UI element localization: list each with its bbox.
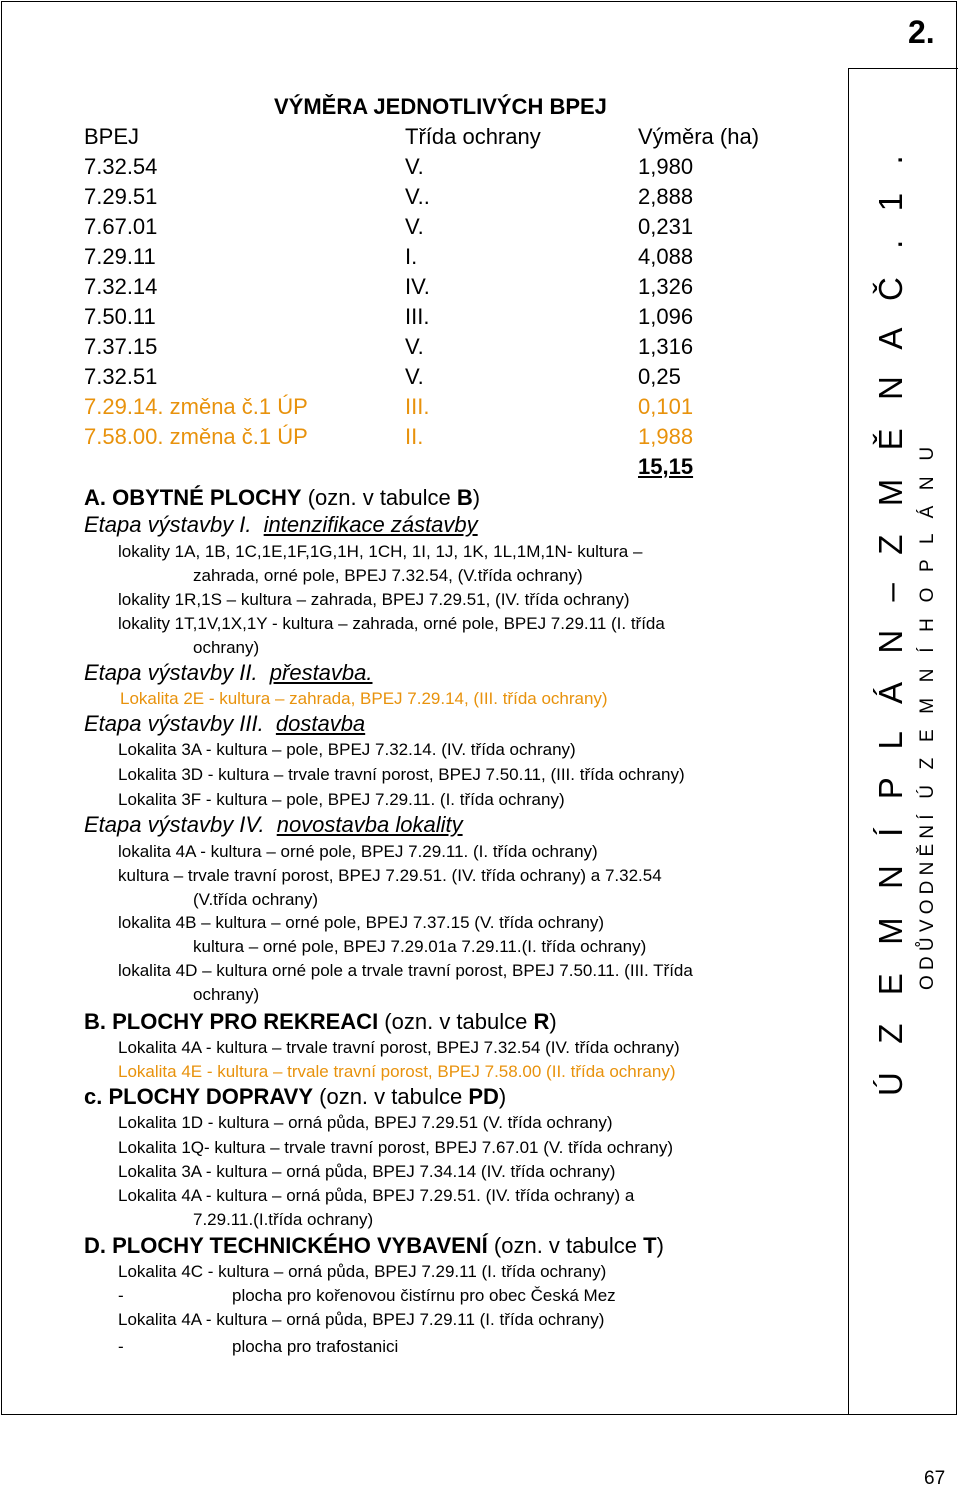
section-d-heading-close: ) — [656, 1233, 664, 1258]
etapa4-line: lokalita 4A - kultura – orné pole, BPEJ 7.29.11. (I. třída ochrany) — [118, 842, 598, 861]
section-c-line: 7.29.11.(I.třída ochrany) — [193, 1210, 374, 1229]
section-d-line: Lokalita 4C - kultura – orná půda, BPEJ 7.29.11 (I. třída ochrany) — [118, 1262, 607, 1281]
section-c-heading-bold: c. PLOCHY DOPRAVY — [84, 1084, 314, 1109]
section-a-heading-code: B — [456, 485, 473, 510]
section-a-heading — [84, 487, 480, 509]
cell-vymera: 1,096 — [638, 304, 694, 329]
section-c-heading-code: PD — [468, 1084, 499, 1109]
header-bpej: BPEJ — [84, 124, 140, 149]
cell-trida: V. — [405, 154, 424, 179]
section-c-heading-close: ) — [498, 1084, 507, 1109]
page-number: 67 — [924, 1468, 946, 1489]
cell-bpej: 7.58.00. změna č.1 ÚP — [84, 424, 308, 449]
cell-trida: III. — [405, 304, 430, 329]
cell-bpej: 7.29.14. změna č.1 ÚP — [84, 394, 308, 419]
chapter-number: 2. — [908, 14, 935, 50]
etapa3-line: Lokalita 3D - kultura – trvale travní porost, BPEJ 7.50.11, (III. třída ochrany) — [118, 765, 685, 784]
etapa4-line: (V.třída ochrany) — [193, 890, 319, 909]
section-c-line: Lokalita 1Q- kultura – trvale travní porost, BPEJ 7.67.01 (V. třída ochrany) — [118, 1138, 673, 1157]
etapa1-line: lokality 1R,1S – kultura – zahrada, BPEJ 7.29.51, (IV. třída ochrany) — [118, 590, 630, 609]
cell-trida: IV. — [405, 274, 430, 299]
table-total: 15,15 — [638, 454, 694, 479]
chapter-box-divider — [848, 68, 958, 69]
cell-trida: V. — [405, 334, 424, 359]
cell-vymera: 4,088 — [638, 244, 694, 269]
section-d-dash: - — [118, 1337, 124, 1356]
cell-vymera: 1,316 — [638, 334, 694, 359]
cell-bpej: 7.50.11 — [84, 304, 156, 329]
section-b-line: Lokalita 4A - kultura – trvale travní porost, BPEJ 7.32.54 (IV. třída ochrany) — [118, 1038, 680, 1057]
cell-bpej: 7.29.51 — [84, 184, 158, 209]
etapa4-line: kultura – trvale travní porost, BPEJ 7.29.51. (IV. třída ochrany) a 7.32.54 — [118, 866, 662, 885]
etapa1-title: Etapa výstavby I. — [84, 512, 252, 537]
cell-vymera: 1,980 — [638, 154, 694, 179]
section-a-heading-close: ) — [472, 485, 481, 510]
etapa3-title: Etapa výstavby III. — [84, 711, 264, 736]
section-a-heading-normal: (ozn. v tabulce — [301, 485, 457, 510]
cell-trida: V. — [405, 214, 424, 239]
side-column-divider — [848, 68, 849, 1415]
etapa3-line: Lokalita 3A - kultura – pole, BPEJ 7.32.14. (IV. třída ochrany) — [118, 740, 576, 759]
side-title-sub: ODŮVODNĚNÍ Ú Z E M N Í H O P L Á N U — [917, 441, 938, 990]
section-b-heading-normal: (ozn. v tabulce — [378, 1009, 534, 1034]
etapa3-line: Lokalita 3F - kultura – pole, BPEJ 7.29.11. (I. třída ochrany) — [118, 790, 565, 809]
etapa4-line: lokalita 4D – kultura orné pole a trvale travní porost, BPEJ 7.50.11. (III. Třída — [118, 961, 693, 980]
cell-bpej: 7.32.54 — [84, 154, 158, 179]
etapa4-subtitle: novostavba lokality — [276, 812, 463, 837]
etapa4-heading — [84, 814, 463, 836]
cell-bpej: 7.29.11 — [84, 244, 156, 269]
side-title-main: Ú Z E M N Í P L Á N – Z M Ě N A Č . 1 . — [872, 145, 909, 1096]
cell-trida: V. — [405, 364, 424, 389]
etapa3-heading — [84, 713, 365, 735]
etapa1-heading — [84, 514, 478, 536]
etapa2-subtitle: přestavba. — [269, 660, 373, 685]
section-c-line: Lokalita 1D - kultura – orná půda, BPEJ 7.29.51 (V. třída ochrany) — [118, 1113, 613, 1132]
cell-trida: I. — [405, 244, 418, 269]
section-c-line: Lokalita 3A - kultura – orná půda, BPEJ 7.34.14 (IV. třída ochrany) — [118, 1162, 616, 1181]
cell-vymera: 2,888 — [638, 184, 694, 209]
cell-bpej: 7.32.14 — [84, 274, 158, 299]
etapa2-line: Lokalita 2E - kultura – zahrada, BPEJ 7.29.14, (III. třída ochrany) — [120, 689, 608, 708]
cell-bpej: 7.67.01 — [84, 214, 158, 239]
etapa4-title: Etapa výstavby IV. — [84, 812, 265, 837]
cell-vymera: 1,326 — [638, 274, 694, 299]
section-b-heading-bold: B. PLOCHY PRO REKREACI — [84, 1009, 379, 1034]
section-b-heading — [84, 1011, 557, 1033]
etapa1-line: lokality 1T,1V,1X,1Y - kultura – zahrada, orné pole, BPEJ 7.29.11 (I. třída — [118, 614, 665, 633]
section-d-line: plocha pro kořenovou čistírnu pro obec Česká Mez — [232, 1286, 616, 1305]
section-d-heading-normal: (ozn. v tabulce — [487, 1233, 644, 1258]
etapa4-line: ochrany) — [193, 985, 260, 1004]
etapa4-line: lokalita 4B – kultura – orné pole, BPEJ 7.37.15 (V. třída ochrany) — [118, 913, 605, 932]
etapa2-title: Etapa výstavby II. — [84, 660, 258, 685]
etapa1-line: zahrada, orné pole, BPEJ 7.32.54, (V.třída ochrany) — [193, 566, 583, 585]
cell-bpej: 7.37.15 — [84, 334, 158, 359]
cell-vymera: 1,988 — [638, 424, 694, 449]
section-c-line: Lokalita 4A - kultura – orná půda, BPEJ 7.29.51. (IV. třída ochrany) a — [118, 1186, 635, 1205]
header-vymera: Výměra (ha) — [638, 124, 760, 149]
cell-trida: V.. — [405, 184, 430, 209]
etapa1-line: ochrany) — [193, 638, 260, 657]
etapa1-subtitle: intenzifikace zástavby — [263, 512, 478, 537]
etapa4-line: kultura – orné pole, BPEJ 7.29.01a 7.29.11.(I. třída ochrany) — [193, 937, 647, 956]
section-d-dash: - — [118, 1286, 124, 1305]
section-b-heading-code: R — [533, 1009, 550, 1034]
section-d-line: Lokalita 4A - kultura – orná půda, BPEJ 7.29.11 (I. třída ochrany) — [118, 1310, 605, 1329]
cell-trida: III. — [405, 394, 430, 419]
etapa2-heading — [84, 662, 373, 684]
section-c-heading-normal: (ozn. v tabulce — [313, 1084, 469, 1109]
cell-trida: II. — [405, 424, 424, 449]
section-d-heading-bold: D. PLOCHY TECHNICKÉHO VYBAVENÍ — [84, 1233, 488, 1258]
cell-bpej: 7.32.51 — [84, 364, 158, 389]
cell-vymera: 0,231 — [638, 214, 694, 239]
section-c-heading — [84, 1086, 506, 1108]
section-d-heading — [84, 1235, 664, 1257]
section-b-line: Lokalita 4E - kultura – trvale travní porost, BPEJ 7.58.00 (II. třída ochrany) — [118, 1062, 676, 1081]
header-trida: Třída ochrany — [405, 124, 541, 149]
table-title: VÝMĚRA JEDNOTLIVÝCH BPEJ — [274, 94, 607, 119]
cell-vymera: 0,25 — [638, 364, 681, 389]
section-b-heading-close: ) — [549, 1009, 557, 1034]
section-d-line: plocha pro trafostanici — [232, 1337, 399, 1356]
cell-vymera: 0,101 — [638, 394, 694, 419]
etapa1-line: lokality 1A, 1B, 1C,1E,1F,1G,1H, 1CH, 1I, 1J, 1K, 1L,1M,1N- kultura – — [118, 542, 643, 561]
etapa3-subtitle: dostavba — [275, 711, 366, 736]
section-a-heading-bold: A. OBYTNÉ PLOCHY — [84, 485, 302, 510]
section-d-heading-code: T — [643, 1233, 657, 1258]
